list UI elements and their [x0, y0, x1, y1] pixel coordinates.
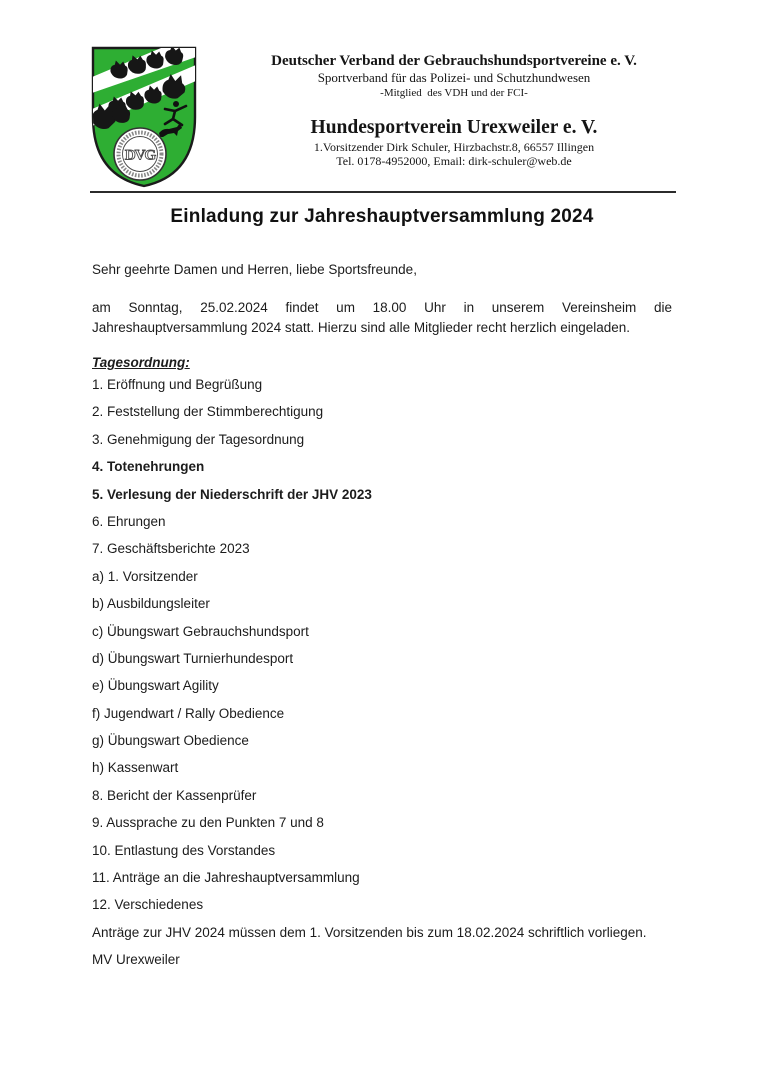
- agenda-item: 12. Verschiedenes: [92, 897, 204, 913]
- agenda-item: 1. Eröffnung und Begrüßung: [92, 377, 263, 392]
- letter-body: [92, 202, 672, 970]
- agenda-item: f) Jugendwart / Rally Obedience: [92, 705, 285, 721]
- agenda-item: e) Übungswart Agility: [92, 678, 219, 694]
- agenda-item: 2. Feststellung der Stimmberechtigung: [92, 404, 324, 420]
- agenda-item: b) Ausbildungsleiter: [92, 596, 210, 612]
- agenda-item: 9. Aussprache zu den Punkten 7 und 8: [92, 815, 324, 831]
- agenda-item: 4. Totenehrungen: [92, 459, 205, 475]
- letterhead-divider: [90, 191, 676, 193]
- crest-emblem-circle: [114, 128, 166, 180]
- intro-line: am Sonntag, 25.02.2024 findet um 18.00 Uhr in unserem Vereinsheim die: [92, 300, 672, 315]
- club-chairman-address: 1.Vorsitzender Dirk Schuler, Hirzbachstr.8, 66557 Illingen: [313, 140, 595, 154]
- agenda-item: h) Kassenwart: [92, 760, 179, 776]
- agenda-item: d) Übungswart Turnierhundesport: [92, 650, 294, 666]
- agenda-heading: Tagesordnung:: [92, 355, 190, 370]
- club-name: Hundesportverein Urexweiler e. V.: [310, 117, 598, 138]
- intro-paragraph: [92, 298, 672, 338]
- org-subtitle: Sportverband für das Polizei- und Schutzhundwesen: [317, 70, 591, 85]
- page-title: Einladung zur Jahreshauptversammlung 2024: [170, 206, 594, 227]
- agenda-item: 6. Ehrungen: [92, 513, 166, 529]
- agenda-list: [92, 375, 672, 915]
- org-membership-note: -Mitglied des VDH und der FCI-: [380, 87, 528, 99]
- letterhead: [200, 53, 708, 168]
- agenda-item: 11. Anträge an die Jahreshauptversammlung: [92, 870, 360, 886]
- salutation: Sehr geehrte Damen und Herren, liebe Sportsfreunde,: [92, 262, 417, 277]
- club-crest-logo: [89, 45, 199, 189]
- intro-line: Jahreshauptversammlung 2024 statt. Hierzu sind alle Mitglieder recht herzlich eingeladen.: [92, 320, 631, 335]
- club-contact: Tel. 0178-4952000, Email: dirk-schuler@web.de: [336, 154, 572, 168]
- org-name: Deutscher Verband der Gebrauchshundsportvereine e. V.: [271, 53, 637, 69]
- agenda-item: 10. Entlastung des Vorstandes: [92, 842, 276, 858]
- agenda-item: 8. Bericht der Kassenprüfer: [92, 787, 257, 803]
- agenda-item: c) Übungswart Gebrauchshundsport: [92, 623, 309, 639]
- agenda-item: 3. Genehmigung der Tagesordnung: [92, 431, 305, 447]
- closing-note: Anträge zur JHV 2024 müssen dem 1. Vorsitzenden bis zum 18.02.2024 schriftlich vorliegen.: [92, 924, 647, 940]
- crest-monogram: DVG: [124, 147, 156, 164]
- agenda-item: g) Übungswart Obedience: [92, 733, 249, 749]
- agenda-item: 7. Geschäftsberichte 2023: [92, 541, 250, 557]
- signature: MV Urexweiler: [92, 952, 180, 968]
- agenda-item: a) 1. Vorsitzender: [92, 568, 198, 584]
- agenda-item: 5. Verlesung der Niederschrift der JHV 2023: [92, 486, 372, 502]
